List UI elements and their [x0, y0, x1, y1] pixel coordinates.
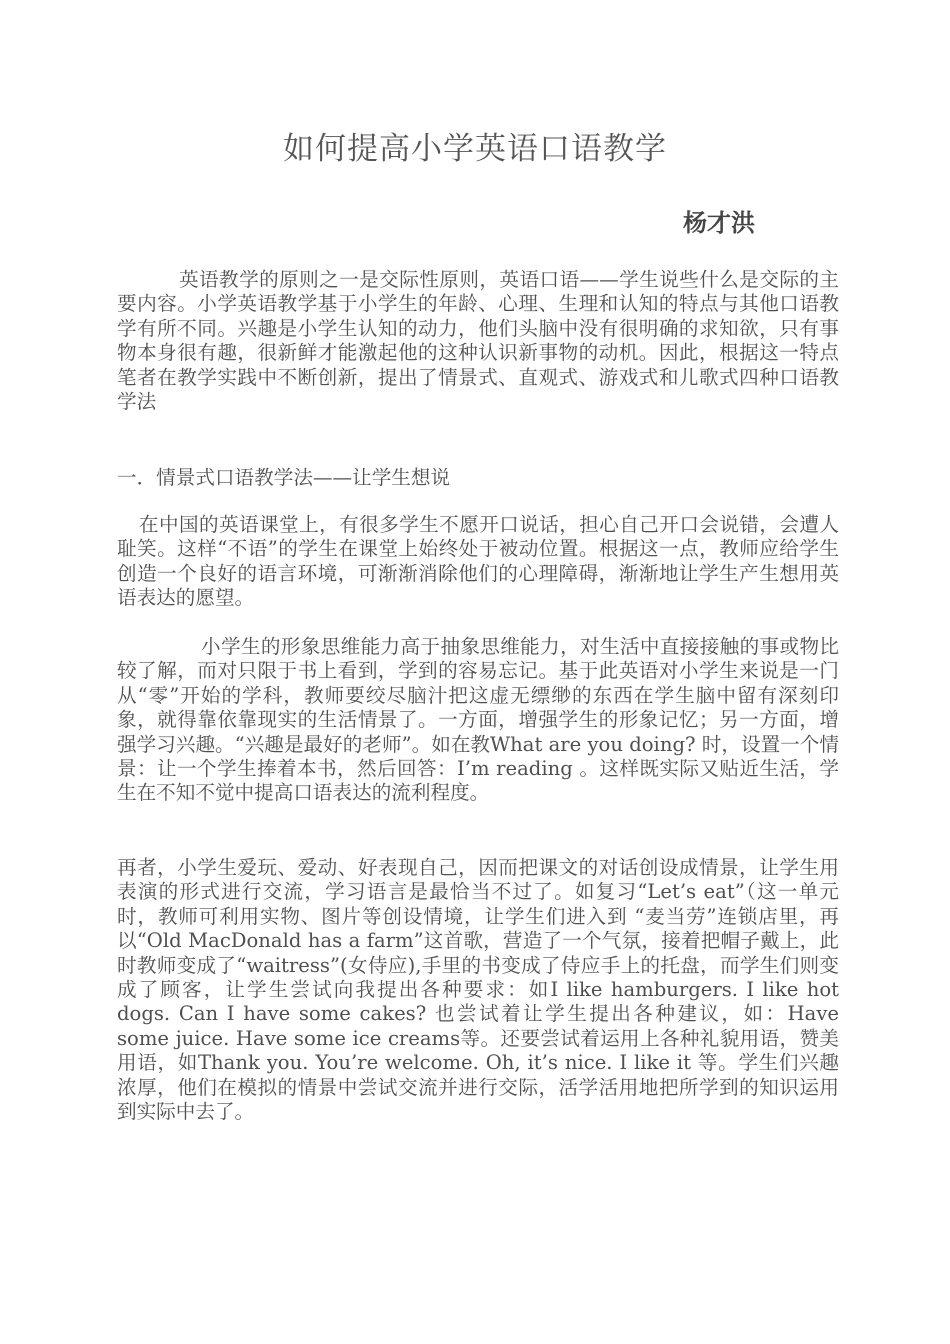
body-paragraph: 小学生的形象思维能力高于抽象思维能力，对生活中直接接触的事或物比较了解，而对只限于书上看到，学到的容易忘记。基于此英语对小学生来说是一门从“零”开始的学科，教师要绞尽脑汁把这虚无缥缈的东西在学生脑中留有深刻印象，就得靠依靠现实的生活情景了。一方面，增强学生的形象记忆；另一方面，增强学习兴趣。“兴趣是最好的老师”。如在教What are you doing? 时，设置一个情景：让一个学生捧着本书，然后回答：I’m reading 。这样既实际又贴近生活，学生在不知不觉中提高口语表达的流利程度。: [117, 635, 839, 805]
author-name: 杨才洪: [683, 209, 755, 237]
body-paragraph: 再者，小学生爱玩、爱动、好表现自己，因而把课文的对话创设成情景，让学生用表演的形式进行交流，学习语言是最恰当不过了。如复习“Let’s eat”（这一单元时，教师可利用实物、图片等创设情境，让学生们进入到 “麦当劳”连锁店里，再以“Old MacDonald has a farm”这首歌，营造了一个气氛，接着把帽子戴上，此时教师变成了“waitress”(女侍应),手里的书变成了侍应手上的托盘，而学生们则变成了顾客，让学生尝试向我提出各种要求：如I like hamburgers. I like hot dogs. Can I have some cakes? 也尝试着让学生提出各种建议，如：Have some juice. Have some ice creams等。还要尝试着运用上各种礼貌用语，赞美用语，如Thank you. You’re welcome. Oh, it’s nice. I like it 等。学生们兴趣浓厚，他们在模拟的情景中尝试交流并进行交际，活学活用地把所学到的知识运用到实际中去了。: [117, 856, 839, 1124]
document-title: 如何提高小学英语口语教学: [283, 131, 667, 167]
body-paragraph: 在中国的英语课堂上，有很多学生不愿开口说话，担心自己开口会说错，会遭人耻笑。这样“不语”的学生在课堂上始终处于被动位置。根据这一点，教师应给学生创造一个良好的语言环境，可渐渐消除他们的心理障碍，渐渐地让学生产生想用英语表达的愿望。: [117, 513, 839, 610]
section-heading: 一．情景式口语教学法——让学生想说: [117, 466, 451, 489]
intro-paragraph: 英语教学的原则之一是交际性原则，英语口语——学生说些什么是交际的主要内容。小学英语教学基于小学生的年龄、心理、生理和认知的特点与其他口语教学有所不同。兴趣是小学生认知的动力，他们头脑中没有很明确的求知欲，只有事物本身很有趣，很新鲜才能激起他的这种认识新事物的动机。因此，根据这一特点笔者在教学实践中不断创新，提出了情景式、直观式、游戏式和儿歌式四种口语教学法: [117, 268, 839, 414]
